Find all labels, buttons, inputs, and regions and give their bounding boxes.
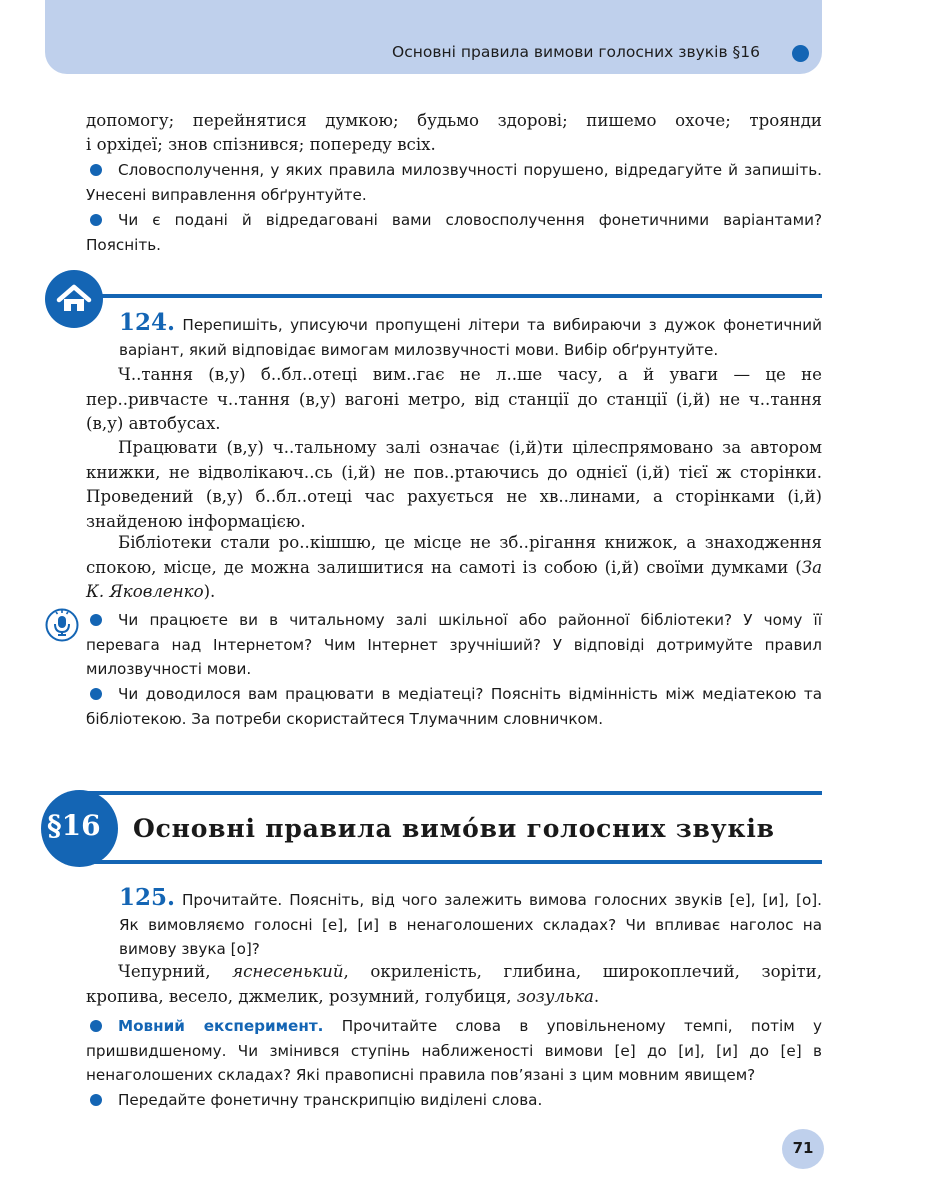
microphone-icon (44, 606, 80, 642)
exercise-divider (86, 294, 822, 298)
instruction-text: Перепишіть, уписуючи пропущені літери та вибираючи з дужок фонетичний варіант, який відповідає вимогам милозвучності мови. Вибір обґрунтуйте. (119, 316, 822, 359)
task-phonetic-variants: Чи є подані й відредаговані вами словосполучення фонетичними варіантами? Поясніть. (86, 211, 822, 254)
paragraph-end: ). (203, 582, 216, 601)
exercise-125-instruction (119, 886, 822, 962)
word-list-part: Чепурний, (118, 962, 233, 981)
exercise-124-paragraph-2: Працювати (в,у) ч..тальному залі означає (і,й)ти цілеспрямовано за автором книжки, не відволікаюч..сь (і,й) не пов..ртаючись до однієї (і,й) тієї ж сторінки. Проведений (в,у) б..бл..отеці час рахується не хв..линами, а сторінками (і,й) знайденою інформацією. (86, 438, 822, 531)
continuation-line-2: і орхідеї; знов спізнився; попереду всіх. (86, 135, 436, 154)
task-language-experiment (86, 1014, 822, 1088)
word-list-part: . (593, 986, 600, 1006)
header-bullet-icon (792, 45, 809, 62)
paragraph-text: Бібліотеки стали ро..кішшю, це місце не зб..рігання книжок, а знаходження спокою, місце, де можна залишитися на самоті із собою (і,й) своїми думками ( (86, 533, 822, 577)
task-reading-room: Чи працюєте ви в читальному залі шкільної або районної бібліотеки? У чому її перевага над Інтернетом? Чим Інтернет зручніший? У відповіді дотримуйте правил милозвучності мови. (86, 611, 822, 678)
exercise-124-paragraph-1: Ч..тання (в,у) б..бл..отеці вим..гає не л..ше часу, а й уваги — це не пер..ривчасте ч..тання (в,у) вагоні метро, від станції до станції (і,й) не ч..тання (в,у) автобусах. (86, 365, 822, 433)
section-rule-top (85, 791, 822, 795)
exercise-number: 125. (119, 884, 176, 911)
experiment-label: Мовний експеримент. (118, 1017, 324, 1035)
section-number: §16 (47, 809, 101, 842)
exercise-124-paragraph-3 (86, 531, 822, 605)
exercise-124-instruction (119, 311, 822, 362)
experiment-text: Прочитайте слова в уповільненому темпі, потім у пришвидшеному. Чи змінився ступінь наближеності вимови [е] до [и], [и] до [е] в ненаголошених складах? Які правописні правила пов’язані з цим мовним явищем? (86, 1017, 822, 1084)
running-header (45, 0, 822, 74)
section-rule-bottom (85, 860, 822, 864)
page-number: 71 (792, 1139, 814, 1157)
instruction-text: Прочитайте. Поясніть, від чого залежить вимова голосних звуків [е], [и], [о]. Як вимовляємо голосні [е], [и] в ненаголошених складах? Чи впливає наголос на вимову звука [о]? (119, 891, 822, 958)
word-list-part: , окриленість, глибина, широкоплечий, зоріти, кропива, весело, джмелик, розумний, голубиця, (86, 962, 823, 1006)
task-edit-phrases: Словосполучення, у яких правила милозвучності порушено, відредагуйте й запишіть. Унесені виправлення обґрунтуйте. (86, 161, 822, 204)
exercise-number: 124. (119, 309, 176, 336)
home-icon (45, 270, 103, 328)
continuation-line-1: допомогу; перейнятися думкою; будьмо здорові; пишемо охоче; троянди (86, 111, 822, 130)
section-title: Основні правила вимо́ви голосних звуків (133, 814, 775, 843)
running-header-title: Основні правила вимови голосних звуків §16 (392, 43, 760, 61)
exercise-125-words (86, 960, 822, 1009)
highlighted-word: зозулька (516, 986, 594, 1006)
source-author: За К. Яковленко (86, 557, 822, 601)
task-media-library: Чи доводилося вам працювати в медіатеці? Поясніть відмінність між медіатекою та бібліотекою. За потреби скористайтеся Тлумачним словничком. (86, 685, 822, 728)
highlighted-word: яснесенький (232, 962, 344, 981)
task-transcription: Передайте фонетичну транскрипцію виділені слова. (118, 1091, 543, 1109)
